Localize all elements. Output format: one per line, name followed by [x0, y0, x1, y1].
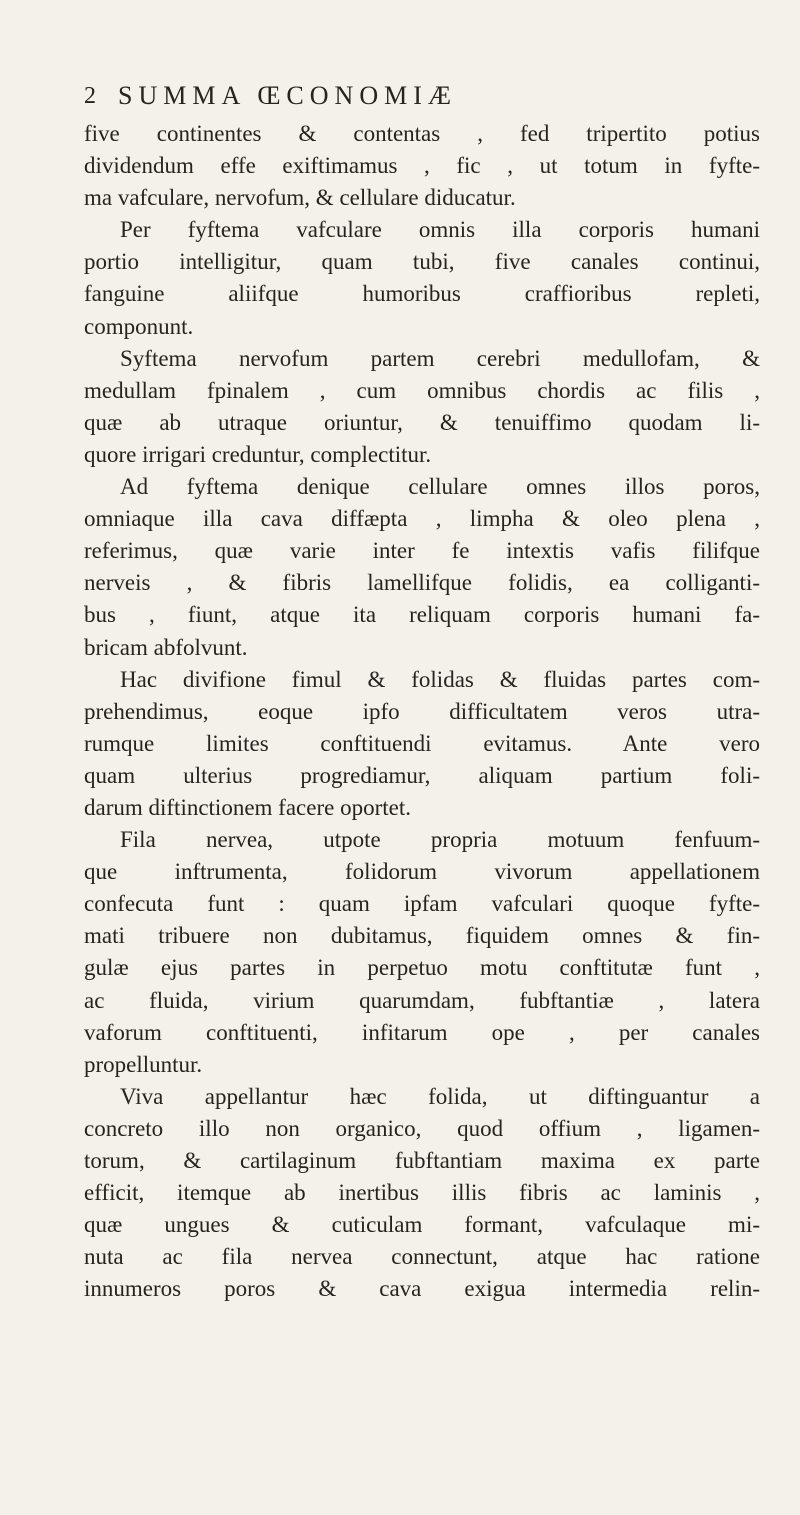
book-page — [84, 76, 760, 1305]
body-text — [84, 118, 760, 1305]
text-line: dividendum effe exiftimamus , fic , ut totum in fyfte- — [84, 153, 760, 179]
running-title: SUMMA ŒCONOMIÆ — [118, 81, 457, 110]
text-line: bus , fiunt, atque ita reliquam corporis humani fa- — [84, 602, 760, 628]
text-line: medullam fpinalem , cum omnibus chordis ac filis , — [84, 377, 760, 403]
text-line: Per fyftema vafculare omnis illa corporis humani — [120, 217, 760, 243]
text-line: mati tribuere non dubitamus, fiquidem omnes & fin- — [84, 923, 760, 949]
text-line: Fila nervea, utpote propria motuum fenfuum- — [120, 827, 760, 853]
text-line: bricam abfolvunt. — [84, 634, 248, 660]
page-number: 2 — [84, 83, 96, 109]
running-head — [84, 76, 760, 116]
text-line: prehendimus, eoque ipfo difficultatem veros utra- — [84, 698, 760, 724]
text-line: quam ulterius progrediamur, aliquam partium foli- — [84, 762, 760, 788]
text-line: vaforum conftituenti, infitarum ope , per canales — [84, 1019, 760, 1045]
text-line: fanguine aliifque humoribus craffioribus repleti, — [84, 281, 760, 307]
text-line: ma vafculare, nervofum, & cellulare diducatur. — [84, 185, 516, 211]
text-line: propelluntur. — [84, 1051, 203, 1077]
text-line: torum, & cartilaginum fubftantiam maxima ex parte — [84, 1148, 760, 1173]
text-line: Syftema nervofum partem cerebri medullofam, & — [120, 345, 760, 371]
text-line: componunt. — [84, 313, 194, 339]
text-line: omniaque illa cava diffæpta , limpha & oleo plena , — [84, 506, 760, 532]
text-line: confecuta funt : quam ipfam vafculari quoque fyfte- — [84, 891, 760, 917]
text-line: five continentes & contentas , fed tripertito potius — [84, 121, 760, 146]
text-line: que inftrumenta, folidorum vivorum appellationem — [84, 859, 760, 885]
text-line: quæ ab utraque oriuntur, & tenuiffimo quodam li- — [84, 409, 760, 435]
text-line: concreto illo non organico, quod offium , ligamen- — [84, 1115, 760, 1141]
text-line: darum diftinctionem facere oportet. — [84, 794, 411, 820]
text-line: innumeros poros & cava exigua intermedia relin- — [84, 1276, 760, 1302]
text-line: Viva appellantur hæc folida, ut diftinguantur a — [120, 1083, 760, 1109]
text-line: efficit, itemque ab inertibus illis fibris ac laminis , — [84, 1180, 760, 1206]
text-line: nerveis , & fibris lamellifque folidis, ea colliganti- — [84, 570, 760, 596]
text-line: quæ ungues & cuticulam formant, vafculaque mi- — [84, 1212, 760, 1238]
text-line: quore irrigari creduntur, complectitur. — [84, 441, 432, 467]
text-line: ac fluida, virium quarumdam, fubftantiæ , latera — [84, 987, 760, 1013]
text-line: referimus, quæ varie inter fe intextis vafis filifque — [84, 538, 760, 564]
text-line: nuta ac fila nervea connectunt, atque hac ratione — [84, 1244, 760, 1270]
text-line: rumque limites conftituendi evitamus. Ante vero — [84, 730, 760, 756]
text-line: gulæ ejus partes in perpetuo motu conftitutæ funt , — [84, 955, 760, 981]
text-line: Ad fyftema denique cellulare omnes illos poros, — [120, 474, 760, 500]
text-line: portio intelligitur, quam tubi, five canales continui, — [84, 249, 760, 275]
text-line: Hac divifione fimul & folidas & fluidas partes com- — [120, 666, 760, 692]
